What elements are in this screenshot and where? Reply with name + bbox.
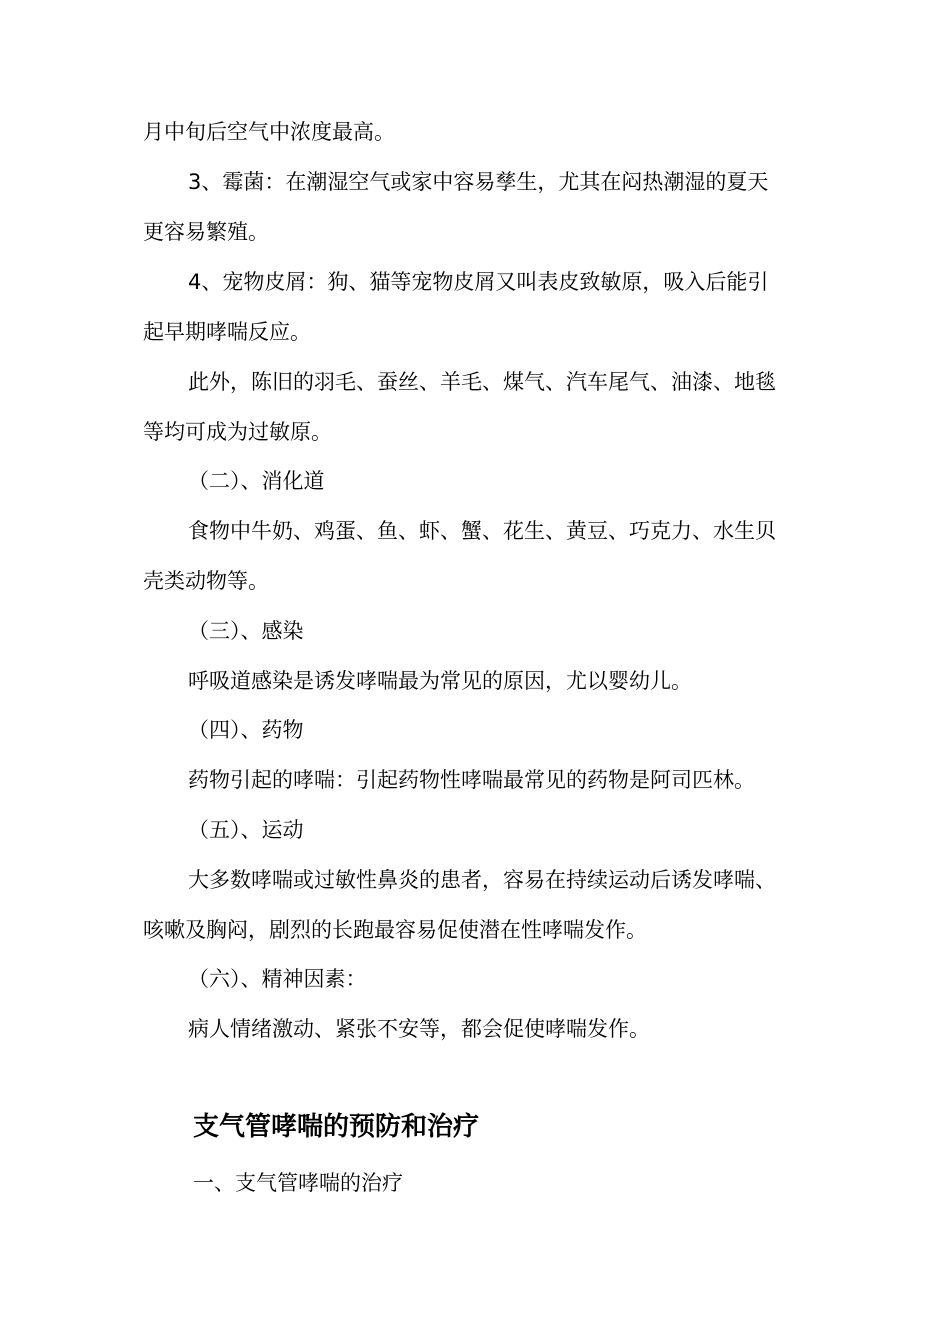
paragraph-line: 等均可成为过敏原。 (143, 420, 332, 444)
subsection-label: （六）、精神因素： (188, 967, 367, 991)
subsection-label: （二）、消化道 (188, 469, 325, 493)
paragraph-line: 药物引起的哮喘：引起药物性哮喘最常见的药物是阿司匹林。 (188, 768, 755, 792)
subsection-label: （五）、运动 (188, 818, 304, 842)
subsection-label: （三）、感染 (188, 619, 304, 643)
subsection-label: （四）、药物 (188, 718, 304, 742)
paragraph-line: 壳类动物等。 (143, 569, 269, 593)
paragraph-line: 大多数哮喘或过敏性鼻炎的患者，容易在持续运动后诱发哮喘、 (188, 868, 776, 892)
paragraph-line: 呼吸道感染是诱发哮喘最为常见的原因，尤以婴幼儿。 (188, 669, 692, 693)
subsection-heading: 一、支气管哮喘的治疗 (193, 1171, 403, 1195)
paragraph-line: 起早期哮喘反应。 (143, 320, 311, 344)
paragraph-line: 4、宠物皮屑：狗、猫等宠物皮屑又叫表皮致敏原，吸入后能引 (188, 270, 769, 294)
paragraph-line: 3、霉菌：在潮湿空气或家中容易孳生，尤其在闷热潮湿的夏天 (188, 170, 769, 194)
paragraph-line: 此外，陈旧的羽毛、蚕丝、羊毛、煤气、汽车尾气、油漆、地毯 (188, 370, 776, 394)
section-heading: 支气管哮喘的预防和治疗 (193, 1112, 480, 1142)
paragraph-line: 月中旬后空气中浓度最高。 (143, 120, 395, 144)
paragraph-line: 病人情绪激动、紧张不安等，都会促使哮喘发作。 (188, 1017, 650, 1041)
paragraph-line: 食物中牛奶、鸡蛋、鱼、虾、蟹、花生、黄豆、巧克力、水生贝 (188, 519, 776, 543)
paragraph-line: 咳嗽及胸闷，剧烈的长跑最容易促使潜在性哮喘发作。 (143, 918, 647, 942)
paragraph-line: 更容易繁殖。 (143, 220, 269, 244)
